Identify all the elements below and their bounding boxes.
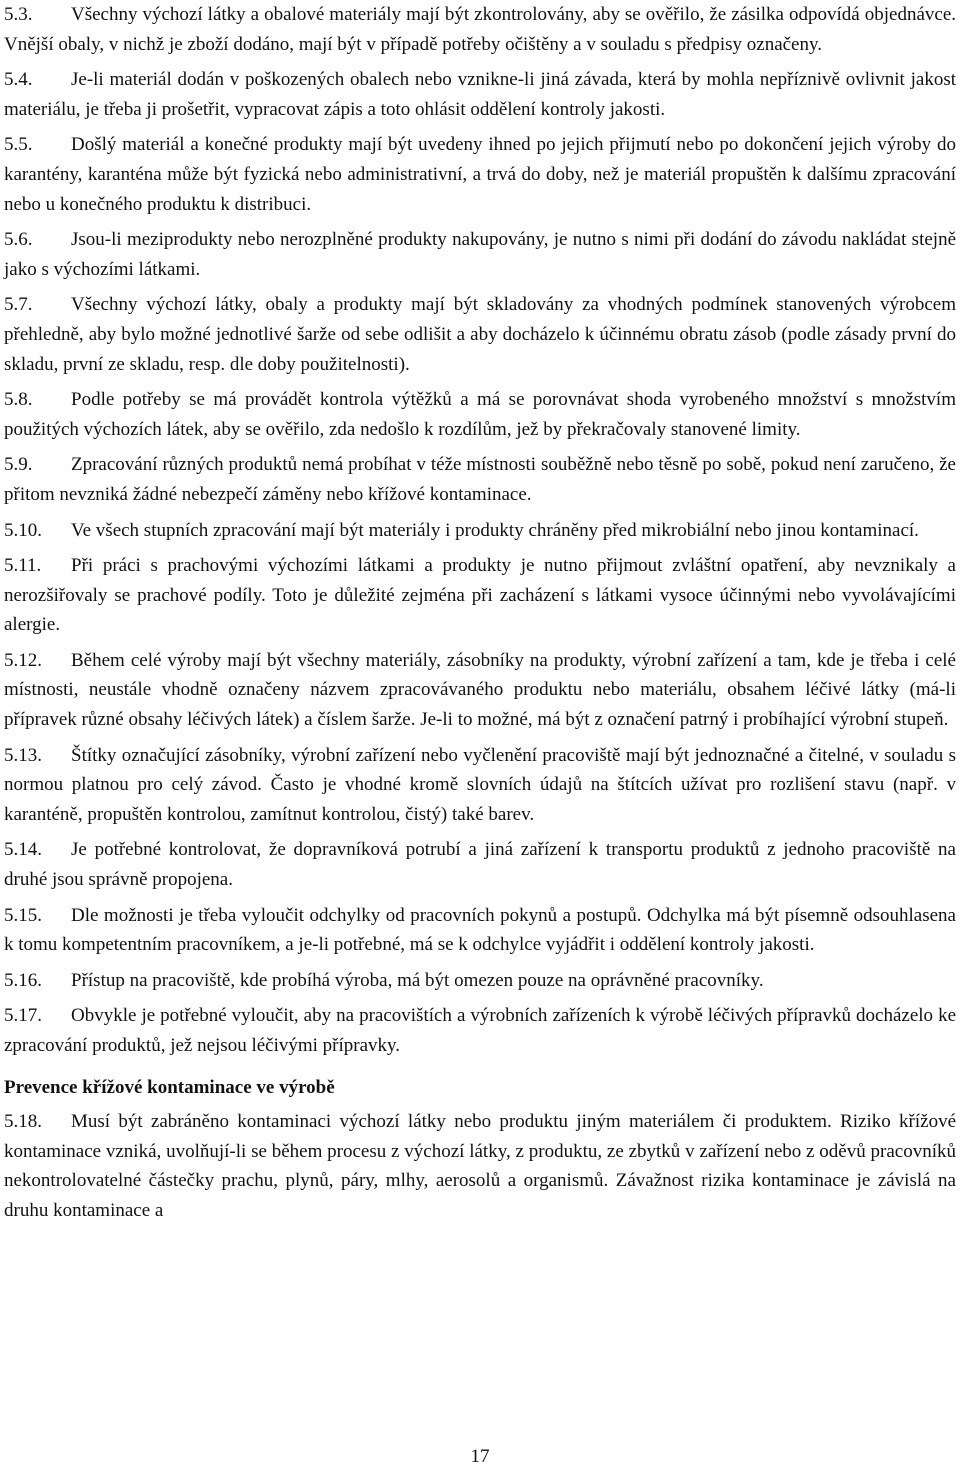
paragraph-number: 5.17.: [4, 1005, 42, 1027]
paragraph-5-12: [4, 646, 956, 735]
paragraph-text: Jsou-li meziprodukty nebo nerozplněné produkty nakupovány, je nutno s nimi při dodání do závodu nakládat stejně jako s výchozími látkami.: [4, 229, 956, 280]
paragraph-text: Štítky označující zásobníky, výrobní zařízení nebo vyčlenění pracoviště mají být jednoznačné a čitelné, v souladu s normou platnou pro celý závod. Často je vhodné kromě slovních údajů na štítcích užívat pro rozlišení stavu (např. v karanténě, propuštěn kontrolou, zamítnut kontrolou, čistý) také barev.: [4, 744, 956, 825]
paragraph-number: 5.15.: [4, 904, 42, 926]
paragraph-text: Obvykle je potřebné vyloučit, aby na pracovištích a výrobních zařízeních k výrobě léčivých přípravků docházelo ke zpracování produktů, jež nejsou léčivými přípravky.: [4, 1005, 956, 1056]
paragraph-5-15: [4, 901, 956, 960]
section-heading: Prevence křížové kontaminace ve výrobě: [4, 1076, 335, 1098]
paragraph-number: 5.3.: [4, 4, 33, 25]
paragraph-text: Během celé výroby mají být všechny materiály, zásobníky na produkty, výrobní zařízení a tam, kde je třeba i celé místnosti, neustále vhodně označeny názvem zpracovávaného produktu nebo materiálu, obsahem léčivé látky (má-li přípravek různé obsahy léčivých látek) a číslem šarže. Je-li to možné, má být z označení patrný i probíhající výrobní stupeň.: [4, 649, 956, 731]
paragraph-text: Zpracování různých produktů nemá probíhat v téže místnosti souběžně nebo těsně po sobě, pokud není zaručeno, že přitom nevzniká žádné nebezpečí záměny nebo křížové kontaminace.: [4, 454, 956, 505]
paragraph-text: Všechny výchozí látky, obaly a produkty mají být skladovány za vhodných podmínek stanovených výrobcem přehledně, aby bylo možné jednotlivé šarže od sebe odlišit a aby docházelo k účinnému obratu zásob (podle zásady první do skladu, první ze skladu, resp. dle doby použitelnosti).: [4, 294, 956, 375]
paragraph-number: 5.18.: [4, 1111, 42, 1133]
paragraph-number: 5.4.: [4, 69, 33, 91]
paragraph-5-7: [4, 290, 956, 379]
paragraph-number: 5.16.: [4, 969, 42, 991]
paragraph-number: 5.10.: [4, 519, 42, 541]
paragraph-text: Došlý materiál a konečné produkty mají být uvedeny ihned po jejich přijmutí nebo po dokončení jejich výroby do karantény, karanténa může být fyzická nebo administrativní, a trvá do doby, než je materiál propuštěn k dalšímu zpracování nebo u konečného produktu k distribuci.: [4, 134, 956, 215]
paragraph-text: Všechny výchozí látky a obalové materiály mají být zkontrolovány, aby se ověřilo, že zásilka odpovídá objednávce. Vnější obaly, v nichž je zboží dodáno, mají být v případě potřeby očištěny a v souladu s předpisy označeny.: [4, 4, 956, 55]
paragraph-5-9: [4, 450, 956, 509]
paragraph-5-18: [4, 1107, 956, 1225]
paragraph-5-10: [4, 516, 956, 546]
paragraph-5-5: [4, 130, 956, 219]
paragraph-5-14: [4, 835, 956, 894]
paragraph-number: 5.8.: [4, 389, 33, 411]
paragraph-text: Je-li materiál dodán v poškozených obalech nebo vznikne-li jiná závada, která by mohla nepříznivě ovlivnit jakost materiálu, je třeba ji prošetřit, vypracovat zápis a toto ohlásit oddělení kontroly jakosti.: [4, 69, 956, 120]
paragraph-number: 5.9.: [4, 454, 33, 476]
document-page: [4, 0, 956, 1232]
paragraph-number: 5.12.: [4, 649, 42, 671]
paragraph-5-11: [4, 551, 956, 640]
paragraph-text: Dle možnosti je třeba vyloučit odchylky od pracovních pokynů a postupů. Odchylka má být písemně odsouhlasena k tomu kompetentním pracovníkem, a je-li potřebné, má se k odchylce vyjádřit i oddělení kontroly jakosti.: [4, 904, 956, 956]
paragraph-number: 5.13.: [4, 744, 42, 766]
paragraph-text: Přístup na pracoviště, kde probíhá výroba, má být omezen pouze na oprávněné pracovníky.: [71, 969, 764, 991]
paragraph-5-13: [4, 741, 956, 830]
page-number: 17: [470, 1446, 490, 1467]
paragraph-number: 5.14.: [4, 839, 42, 861]
paragraph-5-17: [4, 1001, 956, 1060]
paragraph-5-3: [4, 0, 956, 59]
paragraph-text: Je potřebné kontrolovat, že dopravníková potrubí a jiná zařízení k transportu produktů z jednoho pracoviště na druhé jsou správně propojena.: [4, 839, 956, 891]
paragraph-text: Podle potřeby se má provádět kontrola výtěžků a má se porovnávat shoda vyrobeného množství s množstvím použitých výchozích látek, aby se ověřilo, zda nedošlo k rozdílům, jež by překračovaly stanovené limity.: [4, 389, 956, 440]
paragraph-5-6: [4, 225, 956, 284]
paragraph-number: 5.11.: [4, 555, 42, 577]
paragraph-text: Při práci s prachovými výchozími látkami a produkty je nutno přijmout zvláštní opatření, aby nevznikaly a nerozšiřovaly se prachové podíly. Toto je důležité zejména při zacházení s látkami vysoce účinnými nebo vyvolávajícími alergie.: [4, 555, 956, 636]
paragraph-5-4: [4, 65, 956, 124]
paragraph-text: Ve všech stupních zpracování mají být materiály i produkty chráněny před mikrobiální nebo jinou kontaminací.: [71, 519, 919, 541]
paragraph-5-16: [4, 966, 956, 996]
paragraph-number: 5.6.: [4, 229, 33, 251]
paragraph-5-8: [4, 385, 956, 444]
paragraph-number: 5.7.: [4, 294, 33, 316]
paragraph-text: Musí být zabráněno kontaminaci výchozí látky nebo produktu jiným materiálem či produktem. Riziko křížové kontaminace vzniká, uvolňují-li se během procesu z výchozí látky, z produktu, ze zbytků v zařízení nebo z oděvů pracovníků nekontrolovatelné částečky prachu, plynů, páry, mlhy, aerosolů a organismů. Závažnost rizika kontaminace je závislá na druhu kontaminace a: [4, 1111, 956, 1221]
paragraph-number: 5.5.: [4, 134, 33, 156]
